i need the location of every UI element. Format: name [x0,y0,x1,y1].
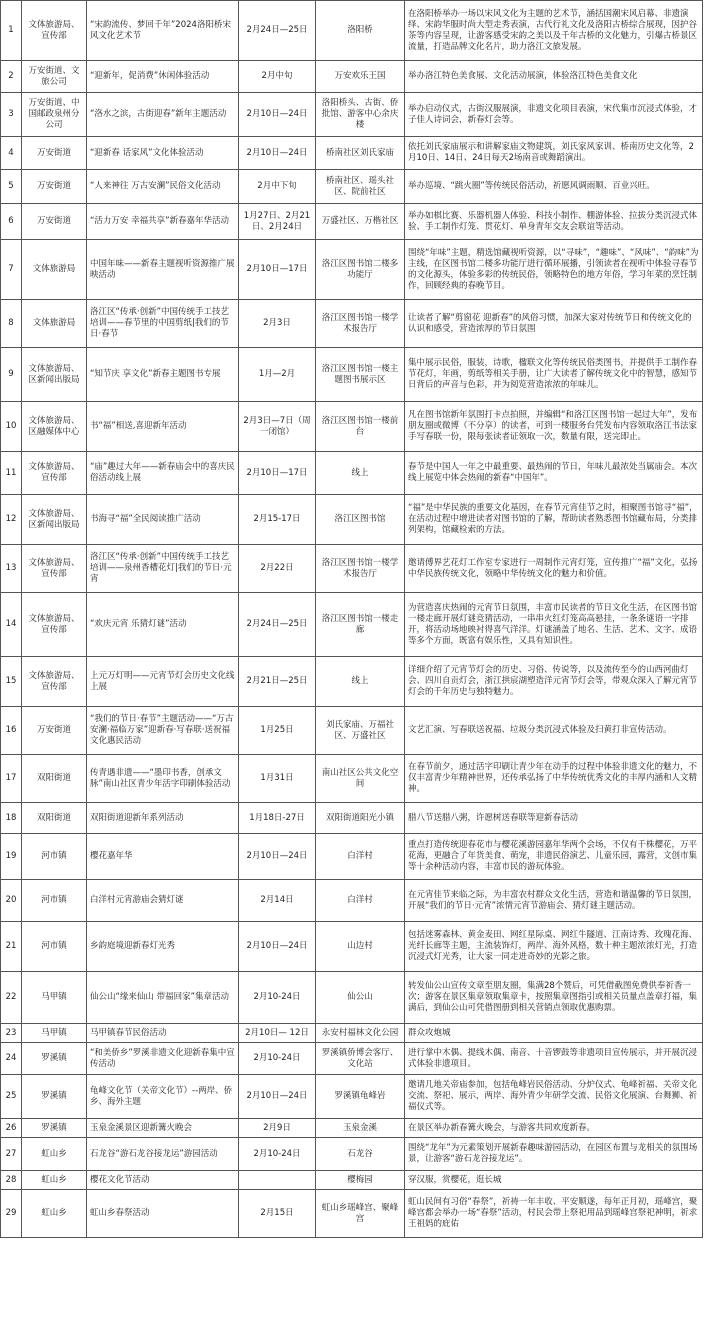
row-number: 3 [1,93,22,137]
table-row [1,452,703,495]
table-row [1,61,703,93]
activity-time: 2月21日—25日 [239,657,316,707]
activity-time: 2月24日—25日 [239,1,316,61]
organizer: 虹山乡 [22,1171,87,1190]
activity-place: 白洋村 [316,834,405,880]
activity-time: 2月10-24日 [239,1043,316,1075]
activity-place: 洛阳桥 [316,1,405,61]
activity-time: 2月10日—17日 [239,452,316,495]
activity-place: 桥南社区、瑶头社区、院前社区 [316,170,405,204]
activity-description: 凡在图书馆新年氛围打卡点拍照，并编辑“和洛江区图书馆一起过大年”，发布朋友圈或微博（不分享）的读者，可到一楼服务台凭发布内容领取洛江书法家手写春联一份，限每张读者证领取一次，数量有限，送完即止。 [405,402,703,452]
row-number: 4 [1,137,22,170]
activity-place: 南山社区公共文化空间 [316,755,405,803]
activity-name: 仙公山“缘来仙山 带福回家”集章活动 [87,972,239,1024]
organizer: 罗溪镇 [22,1043,87,1075]
table-row [1,922,703,972]
activity-description: 举办洛江特色美食展、文化活动展演，体验洛江特色美食文化 [405,61,703,93]
row-number: 12 [1,495,22,545]
row-number: 25 [1,1075,22,1119]
activity-name: “和美侨乡”罗溪非遗文化迎新春集中宣传活动 [87,1043,239,1075]
activity-time: 2月10-24日 [239,1138,316,1171]
row-number: 23 [1,1024,22,1043]
table-row [1,1024,703,1043]
activity-description: 转发仙公山宣传文章至朋友圈，集满28个赞后，可凭借截图免费供奉祈香一次；游客在景区集章领取集章卡，按照集章图指引或相关员量点盖章打福，集满后，到仙公山可凭借图册到相关营销点领取优惠购票。 [405,972,703,1024]
table-row [1,137,703,170]
activity-time: 1月—2月 [239,348,316,402]
activity-description: 春节是中国人一年之中最重要、最热闹的节日，年味儿最浓处当属庙会。本次线上展览中体会热闹的新春“中国年”。 [405,452,703,495]
activity-description: 举办如棋比赛、乐器机器人体验、科技小制作、棚游体验、拉拔分类沉浸式体验、手工制作灯笼、贯花灯、单身青年交友会联谊等活动。 [405,204,703,240]
activity-description: 让读者了解“剪窗花 迎新春”的风俗习惯，加深大家对传统节日和传统文化的认识和感受，营造浓厚的节日氛围 [405,300,703,348]
activity-name: “知节庆 享文化”新春主题图书专展 [87,348,239,402]
activity-time: 2月24日—25日 [239,593,316,657]
table-row [1,1171,703,1190]
row-number: 24 [1,1043,22,1075]
row-number: 5 [1,170,22,204]
organizer: 虹山乡 [22,1190,87,1238]
row-number: 19 [1,834,22,880]
activity-name: “我们的节日·春节”主题活动——“万古安澜·福临万家”迎新春·写春联·送祝福文化惠民活动 [87,707,239,755]
row-number: 17 [1,755,22,803]
row-number: 2 [1,61,22,93]
organizer: 文体旅游局、区融媒体中心 [22,402,87,452]
activity-description: 邀请几地关帝庙参加，包括龟峰岩民俗活动、分炉仪式、龟峰祈福、关帝文化交流、祭祀、展示，两岸、海外青少年研学交流、民俗文化展演、台舞狮、祈福仪式等。 [405,1075,703,1119]
row-number: 10 [1,402,22,452]
activity-description: 腊八节送腊八粥，许愿树送春联等迎新春活动 [405,803,703,834]
activity-place: 仙公山 [316,972,405,1024]
activity-name: 白洋村元宵游庙会猜灯谜 [87,880,239,922]
row-number: 13 [1,545,22,593]
activity-description: 举办启动仪式，古街汉服展演，非遗文化项目表演，宋代集市沉浸式体验，才子佳人诗词会，新春灯会等。 [405,93,703,137]
activity-name: “庙”趣过大年——新春庙会中的喜庆民俗活动线上展 [87,452,239,495]
organizer: 万安街道 [22,170,87,204]
row-number: 1 [1,1,22,61]
organizer: 虹山乡 [22,1138,87,1171]
table-row [1,803,703,834]
organizer: 河市镇 [22,922,87,972]
table-row [1,1043,703,1075]
table-row [1,972,703,1024]
activity-time: 2月22日 [239,545,316,593]
activity-time: 2月10-24日 [239,972,316,1024]
activity-description: 虹山民间有习俗“春祭”，祈祷一年丰收、平安顺遂，每年正月初，瑶峰宫，聚峰宫都会举办一场“春祭”活动，村民会带上祭祀用品到瑶峰宫祭祀神明，祈求王祖妈的庇佑 [405,1190,703,1238]
activity-time: 2月10日—24日 [239,834,316,880]
table-row [1,1190,703,1238]
organizer: 文体旅游局、宣传部 [22,452,87,495]
row-number: 28 [1,1171,22,1190]
activity-time: 2月10日—24日 [239,922,316,972]
activity-description: 文艺汇演、写春联送祝福、垃圾分类沉浸式体验及扫黄打非宣传活动。 [405,707,703,755]
activity-place: 洛江区图书馆二楼多功能厅 [316,240,405,300]
activity-name: 龟峰文化节（关帝文化节）--两岸、侨乡、海外主题 [87,1075,239,1119]
activity-place: 洛江区图书馆一楼走廊 [316,593,405,657]
activity-place: 罗溪镇龟峰岩 [316,1075,405,1119]
activity-place: 樱梅园 [316,1171,405,1190]
row-number: 8 [1,300,22,348]
organizer: 文体旅游局、宣传部 [22,593,87,657]
row-number: 20 [1,880,22,922]
table-row [1,834,703,880]
organizer: 罗溪镇 [22,1075,87,1119]
row-number: 22 [1,972,22,1024]
table-row [1,170,703,204]
activity-place: 洛江区图书馆一楼学术报告厅 [316,300,405,348]
table-row [1,240,703,300]
organizer: 河市镇 [22,834,87,880]
activity-description: 在元宵佳节来临之际，为丰富农村群众文化生活，营造和谐温馨的节日氛围，开展“我们的节日·元宵”浓情元宵节游庙会、猜灯谜主题活动。 [405,880,703,922]
organizer: 文体旅游局 [22,240,87,300]
row-number: 15 [1,657,22,707]
activity-place: 洛江区图书馆 [316,495,405,545]
organizer: 河市镇 [22,880,87,922]
activity-time: 2月10日—24日 [239,1075,316,1119]
activity-place: 桥南社区刘氏家庙 [316,137,405,170]
activity-name: “活力万安 幸福共享”新春嘉年华活动 [87,204,239,240]
activity-place: 白洋村 [316,880,405,922]
activity-name: “宋韵流传、梦回千年”2024洛阳桥宋风文化艺术节 [87,1,239,61]
activity-name: 传青遇非遗——“墨印书香，创承文脉”南山社区青少年活字印刷体验活动 [87,755,239,803]
row-number: 26 [1,1119,22,1138]
activity-name: “欢庆元宵 乐猜灯谜”活动 [87,593,239,657]
activity-description: 集中展示民俗，服装，诗歌，楹联文化等传统民俗类图书，并提供手工制作春节花灯，年画，剪纸等相关手册，让广大读者了解传统文化中的智慧，感知节日背后的声音与色彩，并为阅览营造浓浓的年味儿。 [405,348,703,402]
activity-time: 1月18日-27日 [239,803,316,834]
activity-name: 玉泉金溪景区迎新篝火晚会 [87,1119,239,1138]
activity-description: 在春节前夕，通过活字印刷让青少年在动手的过程中体验非遗文化的魅力，不仅丰富青少年精神世界，还传承弘扬了中华传统优秀文化的丰厚内涵和人文精神。 [405,755,703,803]
activity-time: 2月10日—17日 [239,240,316,300]
organizer: 万安街道、文旅公司 [22,61,87,93]
table-row [1,755,703,803]
activity-name: 乡韵庭境迎新春灯光秀 [87,922,239,972]
activity-time: 2月10日— 12日 [239,1024,316,1043]
activity-description: 在洛阳桥举办一场以宋风文化为主题的艺术节，涵括国潮宋风启幕、非遗演绎、宋韵华服时尚大型走秀表演，古代行礼文化及洛阳古桥综合展现，因护谷茶等内容呈现，让游客感受宋韵之美以及千年古桥的文化魅力，引爆古桥景区流量，打造品牌文化名片，助力洛江文旅发展。 [405,1,703,61]
organizer: 罗溪镇 [22,1119,87,1138]
activity-name: 书海寻“福”全民阅读推广活动 [87,495,239,545]
activity-description: 邀请傅界艺花灯工作室专家进行一周制作元宵灯笼，宣传推广“福”文化，弘扬中华民族传统文化，领略中华传统文化的魅力和价值。 [405,545,703,593]
table-row [1,1,703,61]
activity-place: 山边村 [316,922,405,972]
activity-time: 2月15-17日 [239,495,316,545]
activity-time: 2月14日 [239,880,316,922]
activity-place: 线上 [316,452,405,495]
activity-description: 围绕“龙年”为元素策划开展新春趣味游园活动，在园区布置与龙相关的氛围场景，让游客“游石龙谷接龙运”。 [405,1138,703,1171]
activity-name: 书“福”相送,喜迎新年活动 [87,402,239,452]
activity-name: “迎新年，促消费”休闲体验活动 [87,61,239,93]
table-row [1,545,703,593]
activity-time: 1月25日 [239,707,316,755]
activity-description: 依托刘氏家庙展示和讲解家庙文物建筑，刘氏家风家训、桥南历史文化等，2月10日、14日、24日每天2场南音或舞蹈演出。 [405,137,703,170]
activity-description: “福”是中华民族的重要文化基因，在春节元宵佳节之时，相聚图书馆寻“福”，在活动过程中增进读者对图书馆的了解，帮助读者熟悉图书馆藏布局，分类排列架构，馆藏检索的方法。 [405,495,703,545]
activity-place: 刘氏家庙、万福社区、万盛社区 [316,707,405,755]
activity-table-body [1,1,703,1238]
activity-place: 万安欢乐王国 [316,61,405,93]
row-number: 18 [1,803,22,834]
activity-description: 举办巡境、“跳火圈”等传统民俗活动，祈愿风调雨顺、百业兴旺。 [405,170,703,204]
activity-description: 群众攻炮城 [405,1024,703,1043]
organizer: 万安街道、中国邮政泉州分公司 [22,93,87,137]
activity-time: 2月10日—24日 [239,137,316,170]
activity-time: 2月3日—7日（周一闭馆） [239,402,316,452]
activity-description: 包括迷雾森林、黄金麦田、网红星际桌、网红牛隧道、江南诗秀、玫瑰花海、光纤长廊等主题，主流装饰灯，两岸、海外风格，数十种主题浓浓灯光，打造沉浸式灯光秀，让大家一同走进奇妙的光影之旅。 [405,922,703,972]
activity-time: 2月9日 [239,1119,316,1138]
organizer: 文体旅游局、区新闻出版局 [22,348,87,402]
activity-time [239,1171,316,1190]
row-number: 27 [1,1138,22,1171]
table-row [1,593,703,657]
activity-description: 进行掌中木偶、提线木偶、南音、十音锣鼓等非遗项目宣传展示，并开展沉浸式体验非遗项目。 [405,1043,703,1075]
organizer: 万安街道 [22,137,87,170]
activity-description: 穿汉服，赏樱花，逛长城 [405,1171,703,1190]
activity-name: 洛江区“传承·创新”中国传统手工技艺培训——春节里的中国剪纸|我们的节日·春节 [87,300,239,348]
table-row [1,300,703,348]
activity-time: 2月10日—24日 [239,93,316,137]
organizer: 文体旅游局 [22,300,87,348]
row-number: 14 [1,593,22,657]
activity-place: 线上 [316,657,405,707]
activity-name: 虹山乡春祭活动 [87,1190,239,1238]
table-row [1,707,703,755]
organizer: 万安街道 [22,204,87,240]
activity-name: “洛水之滨，古街迎春”新年主题活动 [87,93,239,137]
activity-name: 石龙谷“游石龙谷接龙运”游园活动 [87,1138,239,1171]
activity-description: 重点打造传统迎春花市与樱花溪游园嘉年华两个会场，不仅有千株樱花，万平花海，更融合了年货美食、萌宠，非遗民俗演艺、儿童乐园，露营，文创市集等十余种活动内容，丰富市民的游玩体验。 [405,834,703,880]
table-row [1,204,703,240]
activity-name: “迎新春 话家风”文化体验活动 [87,137,239,170]
activity-place: 虹山乡瑶峰宫、聚峰宫 [316,1190,405,1238]
activity-place: 永安村福林文化公园 [316,1024,405,1043]
activity-description: 围绕“年味”主题，精选馆藏视听资源，以“寻味”，“趣味”、“风味”、“韵味”为主线，在区图书馆二楼多功能厅进行循环展播，引领读者在视听中体验寻春节的文化源头，体验多彩的传统民俗，领略特色的地方年俗，学习年菜的烹饪制作，回顾经典的春晚节目。 [405,240,703,300]
row-number: 7 [1,240,22,300]
activity-place: 双阳街道阳光小镇 [316,803,405,834]
table-row [1,657,703,707]
organizer: 万安街道 [22,707,87,755]
table-row [1,1075,703,1119]
organizer: 文体旅游局、区新闻出版局 [22,495,87,545]
activity-name: 双阳街道迎新年系列活动 [87,803,239,834]
activity-place: 万盛社区、万楷社区 [316,204,405,240]
table-row [1,495,703,545]
activity-place: 罗溪镇侨博会客厅、文化站 [316,1043,405,1075]
activity-place: 洛江区图书馆一楼主题图书展示区 [316,348,405,402]
organizer: 马甲镇 [22,1024,87,1043]
activity-name: “人来神往 万古安澜”民俗文化活动 [87,170,239,204]
organizer: 马甲镇 [22,972,87,1024]
row-number: 21 [1,922,22,972]
activity-time: 1月27日、2月21日、2月24日 [239,204,316,240]
activity-place: 洛江区图书馆一楼学术报告厅 [316,545,405,593]
activity-place: 石龙谷 [316,1138,405,1171]
activity-time: 2月中下旬 [239,170,316,204]
activity-name: 上元万灯明——元宵节灯会历史文化线上展 [87,657,239,707]
organizer: 双阳街道 [22,755,87,803]
activity-place: 玉泉金溪 [316,1119,405,1138]
activity-description: 为营造喜庆热闹的元宵节日氛围，丰富市民读者的节日文化生活，在区图书馆一楼走廊开展灯谜竞猜活动，一串串火红灯笼高高悬挂，一条条谜语一字排开，将活动场地映衬得喜气洋洋。灯谜涵盖了地名、生活、艺术、文字、成语等多个方面，既富有娱乐性，又具有知识性。 [405,593,703,657]
activity-name: 马甲镇春节民俗活动 [87,1024,239,1043]
activity-time: 2月中旬 [239,61,316,93]
row-number: 16 [1,707,22,755]
activity-time: 2月3日 [239,300,316,348]
organizer: 文体旅游局、宣传部 [22,657,87,707]
table-row [1,880,703,922]
activity-time: 1月31日 [239,755,316,803]
activity-description: 详细介绍了元宵节灯会的历史、习俗、传说等，以及流传至今的山西河曲灯会、四川自贡灯会，浙江拱宸湖塑造洋元宵节灯会等，带观众深入了解元宵节灯会的千年历史与独特魅力。 [405,657,703,707]
activity-name: 樱花嘉年华 [87,834,239,880]
activity-place: 洛江区图书馆一楼前台 [316,402,405,452]
activity-name: 中国年味——新春主题视听资源推广展映活动 [87,240,239,300]
table-row [1,93,703,137]
table-row [1,1138,703,1171]
organizer: 文体旅游局、宣传部 [22,545,87,593]
row-number: 6 [1,204,22,240]
table-row [1,1119,703,1138]
row-number: 9 [1,348,22,402]
activity-name: 樱花文化节活动 [87,1171,239,1190]
activity-name: 洛江区“传承·创新”中国传统手工技艺培训——泉州香槽花灯|我们的节日·元宵 [87,545,239,593]
organizer: 双阳街道 [22,803,87,834]
row-number: 11 [1,452,22,495]
row-number: 29 [1,1190,22,1238]
activity-description: 在景区举办新春篝火晚会，与游客共同欢度新春。 [405,1119,703,1138]
activity-time: 2月15日 [239,1190,316,1238]
organizer: 文体旅游局、宣传部 [22,1,87,61]
table-row [1,348,703,402]
table-row [1,402,703,452]
activity-place: 洛阳桥头、古街、侨批馆、游客中心余庆楼 [316,93,405,137]
